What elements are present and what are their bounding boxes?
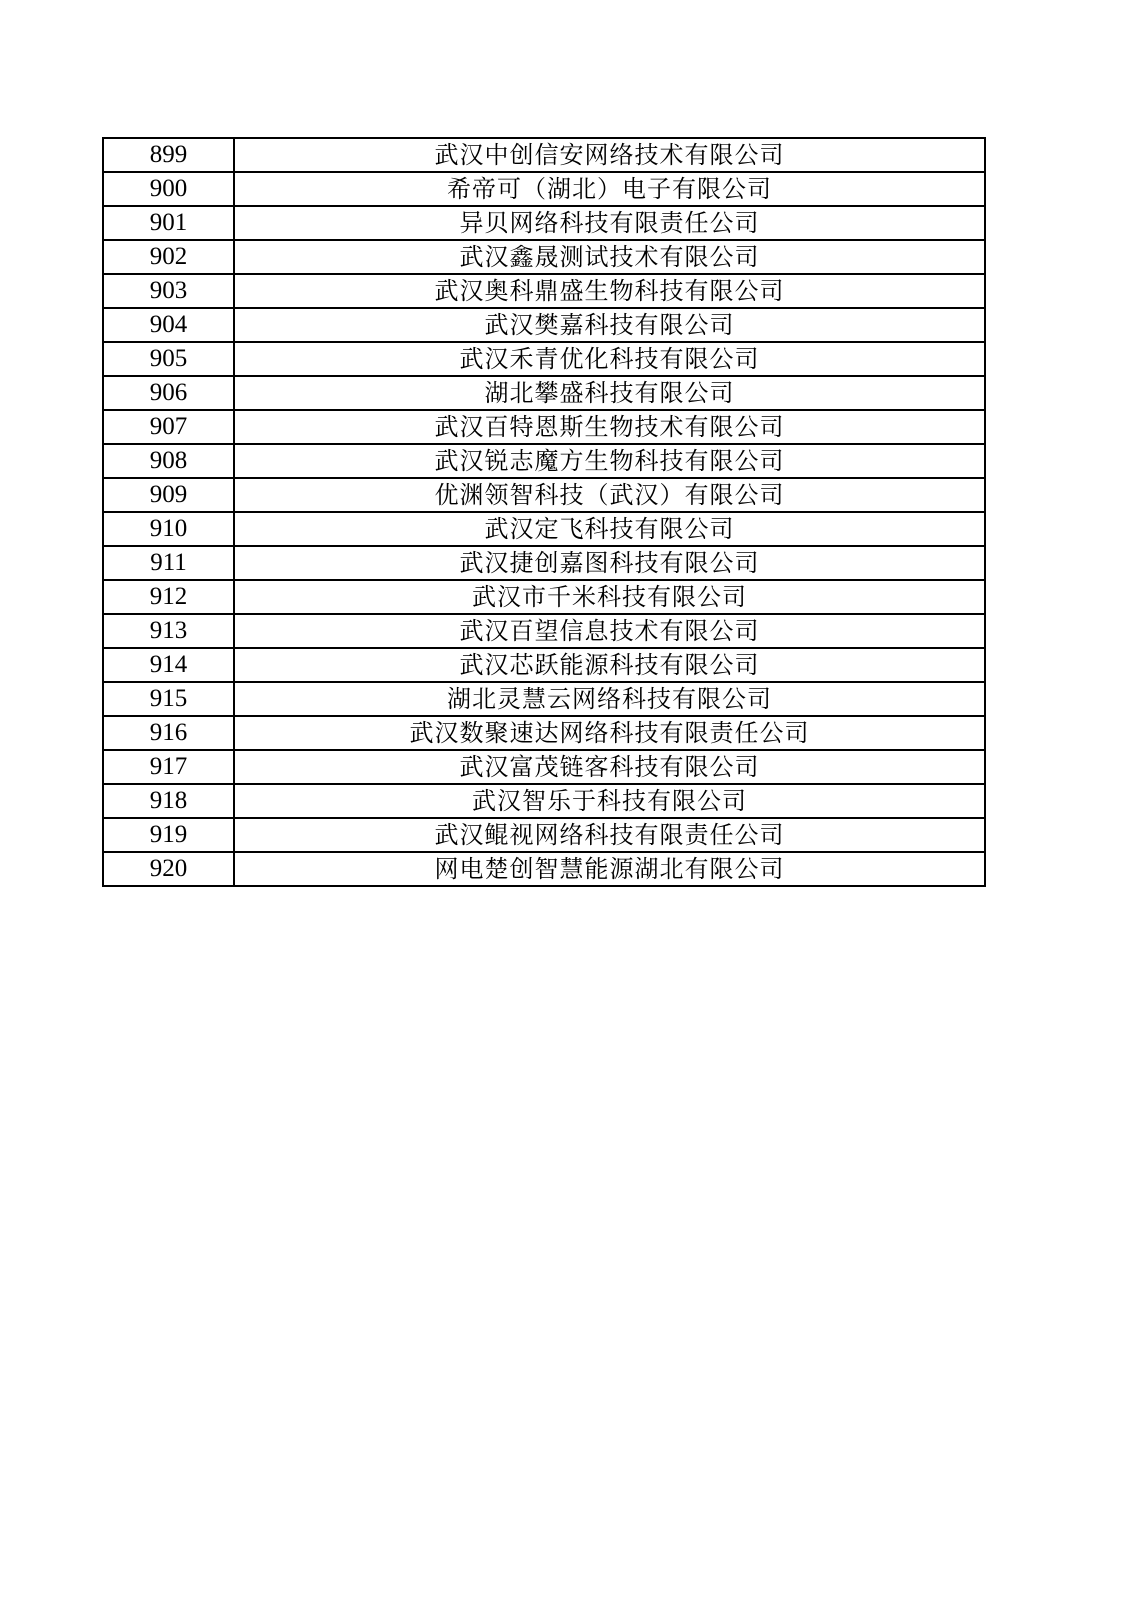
company-name: 湖北灵慧云网络科技有限公司: [234, 682, 985, 716]
table-row: [103, 138, 985, 172]
row-number: 920: [103, 852, 234, 886]
table-row: [103, 750, 985, 784]
company-list-table: [102, 137, 986, 887]
table-row: [103, 614, 985, 648]
row-number: 903: [103, 274, 234, 308]
table-row: [103, 716, 985, 750]
row-number: 904: [103, 308, 234, 342]
company-name: 网电楚创智慧能源湖北有限公司: [234, 852, 985, 886]
company-name: 武汉鲲视网络科技有限责任公司: [234, 818, 985, 852]
table-row: [103, 240, 985, 274]
table-row: [103, 274, 985, 308]
row-number: 917: [103, 750, 234, 784]
table-row: [103, 784, 985, 818]
company-name: 异贝网络科技有限责任公司: [234, 206, 985, 240]
row-number: 909: [103, 478, 234, 512]
company-name: 武汉中创信安网络技术有限公司: [234, 138, 985, 172]
table-row: [103, 682, 985, 716]
table-row: [103, 410, 985, 444]
table-row: [103, 546, 985, 580]
row-number: 901: [103, 206, 234, 240]
row-number: 908: [103, 444, 234, 478]
row-number: 919: [103, 818, 234, 852]
company-name: 湖北攀盛科技有限公司: [234, 376, 985, 410]
table-row: [103, 444, 985, 478]
company-name: 武汉禾青优化科技有限公司: [234, 342, 985, 376]
table-row: [103, 580, 985, 614]
company-name: 武汉市千米科技有限公司: [234, 580, 985, 614]
table-row: [103, 478, 985, 512]
table-row: [103, 648, 985, 682]
row-number: 915: [103, 682, 234, 716]
company-name: 武汉百望信息技术有限公司: [234, 614, 985, 648]
company-name: 武汉智乐于科技有限公司: [234, 784, 985, 818]
table-row: [103, 376, 985, 410]
row-number: 907: [103, 410, 234, 444]
row-number: 914: [103, 648, 234, 682]
company-name: 武汉鑫晟测试技术有限公司: [234, 240, 985, 274]
row-number: 906: [103, 376, 234, 410]
company-name: 武汉芯跃能源科技有限公司: [234, 648, 985, 682]
row-number: 911: [103, 546, 234, 580]
table-row: [103, 512, 985, 546]
row-number: 916: [103, 716, 234, 750]
row-number: 912: [103, 580, 234, 614]
company-name: 武汉数聚速达网络科技有限责任公司: [234, 716, 985, 750]
company-name: 武汉百特恩斯生物技术有限公司: [234, 410, 985, 444]
row-number: 913: [103, 614, 234, 648]
row-number: 918: [103, 784, 234, 818]
company-name: 希帝可（湖北）电子有限公司: [234, 172, 985, 206]
company-name: 武汉捷创嘉图科技有限公司: [234, 546, 985, 580]
company-name: 武汉富茂链客科技有限公司: [234, 750, 985, 784]
table-row: [103, 852, 985, 886]
row-number: 905: [103, 342, 234, 376]
row-number: 902: [103, 240, 234, 274]
row-number: 910: [103, 512, 234, 546]
company-list-body: [103, 138, 985, 886]
table-row: [103, 172, 985, 206]
company-name: 武汉樊嘉科技有限公司: [234, 308, 985, 342]
table-row: [103, 342, 985, 376]
table-row: [103, 206, 985, 240]
company-name: 武汉奥科鼎盛生物科技有限公司: [234, 274, 985, 308]
company-name: 武汉定飞科技有限公司: [234, 512, 985, 546]
row-number: 900: [103, 172, 234, 206]
table-row: [103, 308, 985, 342]
row-number: 899: [103, 138, 234, 172]
company-name: 武汉锐志魔方生物科技有限公司: [234, 444, 985, 478]
company-name: 优渊领智科技（武汉）有限公司: [234, 478, 985, 512]
table-row: [103, 818, 985, 852]
